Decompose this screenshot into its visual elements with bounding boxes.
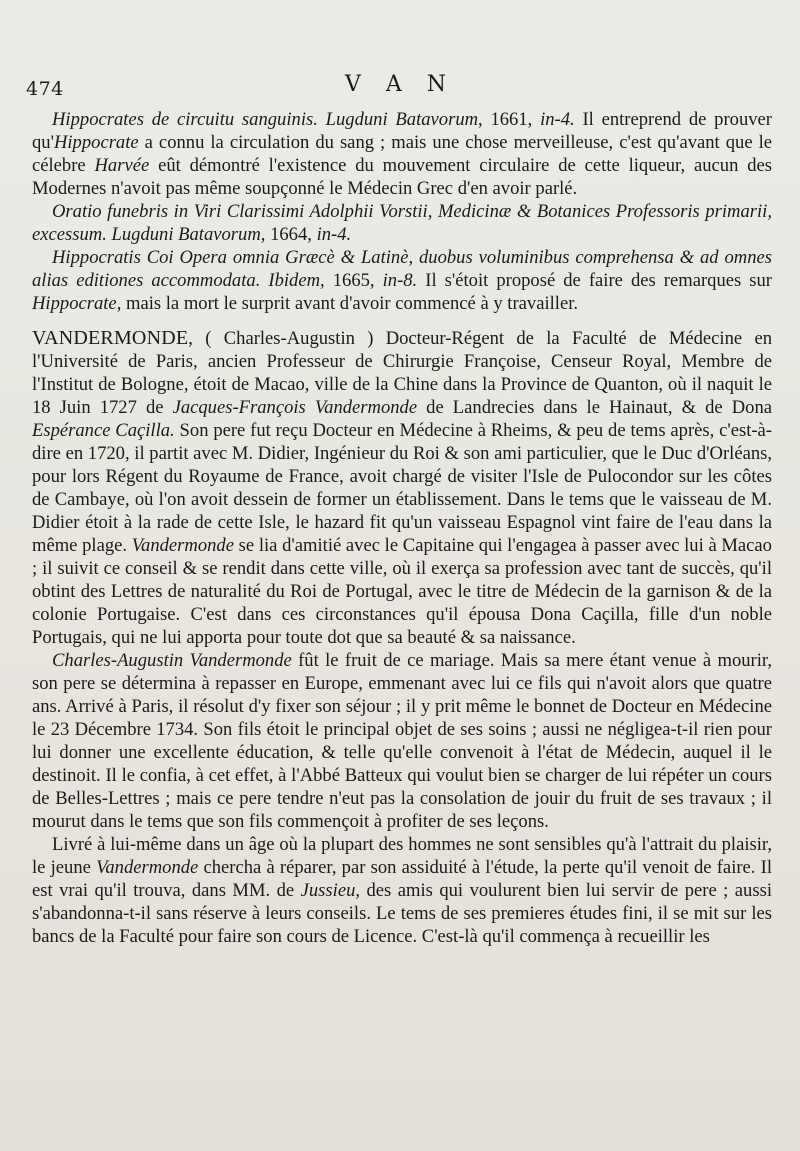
paragraph-charles-augustin xyxy=(32,649,772,833)
italic-text: Hippocrate xyxy=(32,293,117,314)
text-run: se lia d'amitié avec le Capitaine qui l'engagea à passer avec lui à Macao ; il suivit ce conseil & se rendit dans cette ville, où il exerça sa profession avec tant de succès, qu'il obtint des Lettres de naturalité du Roi de Portugal, avec le titre de Médecin de la garnison & de la colonie Portugaise. C'est dans ces circonstances qu'il épousa Dona Caçilla, fille d'un noble Portugais, qui ne lui apporta pour toute dot que sa beauté & sa naissance. xyxy=(32,535,772,648)
text-run: , 1661, xyxy=(478,109,541,130)
italic-text: Espérance Caçilla. xyxy=(32,420,175,441)
italic-text: Harvée xyxy=(94,155,150,176)
italic-text: Jacques-François Vandermonde xyxy=(172,397,418,418)
italic-text: Hippocratis Coi Opera omnia Græcè & Latinè, duobus voluminibus comprehensa & ad omnes alias editiones accommodata. Ibidem xyxy=(32,247,772,291)
italic-text: in-4. xyxy=(316,224,352,245)
entry-headword: VANDERMONDE xyxy=(32,327,189,349)
entry-oratio-funebris xyxy=(32,200,772,246)
text-run: chercha à réparer, par son assiduité à l'étude, la perte qu'il venoit de faire. Il est vrai qu'il trouva, dans MM. de xyxy=(32,857,772,901)
italic-text: in-8. xyxy=(382,270,418,291)
text-run: Il s'étoit proposé de faire des remarques sur xyxy=(417,270,772,291)
text-run: , mais la mort le surprit avant d'avoir commencé à y travailler. xyxy=(116,293,579,314)
running-head: V A N xyxy=(344,72,455,97)
text-run: , des amis qui voulurent bien lui servir de pere ; aussi s'abandonna-t-il sans réserve à leurs conseils. Le tems de ses premieres études fini, il se mit sur les bancs de la Faculté pour faire son cours de Licence. C'est-là qu'il commença à recueillir les xyxy=(32,880,772,947)
italic-text: Oratio funebris in Viri Clarissimi Adolphii Vorstii, Medicinæ & Botanices Professoris primarii, excessum. Lugduni Batavorum xyxy=(32,201,772,245)
entry-vandermonde-biography xyxy=(32,327,772,649)
italic-text: Vandermonde xyxy=(96,857,199,878)
body-text xyxy=(32,108,772,948)
paragraph-livre-a-lui-meme xyxy=(32,833,772,948)
italic-text: Lugduni Batavorum xyxy=(325,109,479,130)
text-run: , 1664, xyxy=(260,224,317,245)
italic-text: Vandermonde xyxy=(131,535,234,556)
text-run: de Landrecies dans le Hainaut, & de Dona xyxy=(417,397,772,418)
italic-text: in-4. xyxy=(540,109,575,130)
italic-text: Jussieu xyxy=(300,880,356,901)
italic-text: Hippocrates de circuitu sanguinis. xyxy=(52,109,318,130)
text-run xyxy=(318,109,326,130)
text-run: , ( Charles-Augustin ) Docteur-Régent de la Faculté de Médecine en l'Université de Paris, ancien Professeur de Chirurgie Françoise, Censeur Royal, Membre de l'Institut de Bologne, étoit de Macao, ville de la Chine dans la Province de Quanton, où il naquit le 18 Juin 1727 de xyxy=(32,328,772,418)
text-run: fût le fruit de ce mariage. Mais sa mere étant venue à mourir, son pere se détermina à repasser en Europe, emmenant avec lui ce fils qui n'avoit alors que quatre ans. Arrivé à Paris, il résolut d'y fixer son séjour ; il y prit même le bonnet de Docteur en Médecine le 23 Décembre 1734. Son fils étoit le principal objet de ses soins ; aussi ne négligea-t-il rien pour lui donner une excellente éducation, & telle qu'elle convenoit à l'état de Médecin, auquel il le destinoit. Il le confia, à cet effet, à l'Abbé Batteux qui voulut bien se charger de lui répéter un cours de Belles-Lettres ; mais ce pere tendre n'eut pas la consolation de jouir du fruit de ses travaux ; il mourut dans le tems que son fils commençoit à profiter de ses leçons. xyxy=(32,650,772,832)
text-run: Livré à lui-même dans un âge où la plupart des hommes ne sont sensibles qu'à l'attrait du plaisir, le jeune xyxy=(32,834,772,878)
italic-text: Hippocrate xyxy=(53,132,139,153)
entry-hippocrates-circuitu xyxy=(32,108,772,200)
text-run: a connu la circulation du sang ; mais une chose merveilleuse, c'est qu'avant que le célebre xyxy=(32,132,772,176)
text-run: , 1665, xyxy=(320,270,383,291)
entry-hippocratis-opera xyxy=(32,246,772,315)
page-number: 474 xyxy=(26,78,64,100)
text-run: Son pere fut reçu Docteur en Médecine à Rheims, & peu de tems après, c'est-à-dire en 1720, il partit avec M. Didier, Ingénieur du Roi & son ami particulier, que le Duc d'Orléans, pour lors Régent du Royaume de France, avoit chargé de visiter l'Isle de Pulocondor sur les côtes de Cambaye, où l'on avoit dessein de former un établissement. Dans le tems que le vaisseau de M. Didier étoit à la rade de cette Isle, le hazard fit qu'un vaisseau Espagnol vint faire de l'eau dans la même plage. xyxy=(32,420,772,556)
text-run: eût démontré l'existence du mouvement circulaire de cette liqueur, aucun des Modernes n'avoit pas même soupçonné le Médecin Grec d'en avoir parlé. xyxy=(32,155,772,199)
text-run: Il entreprend de prouver qu' xyxy=(32,109,772,153)
italic-text: Charles-Augustin Vandermonde xyxy=(52,650,292,671)
